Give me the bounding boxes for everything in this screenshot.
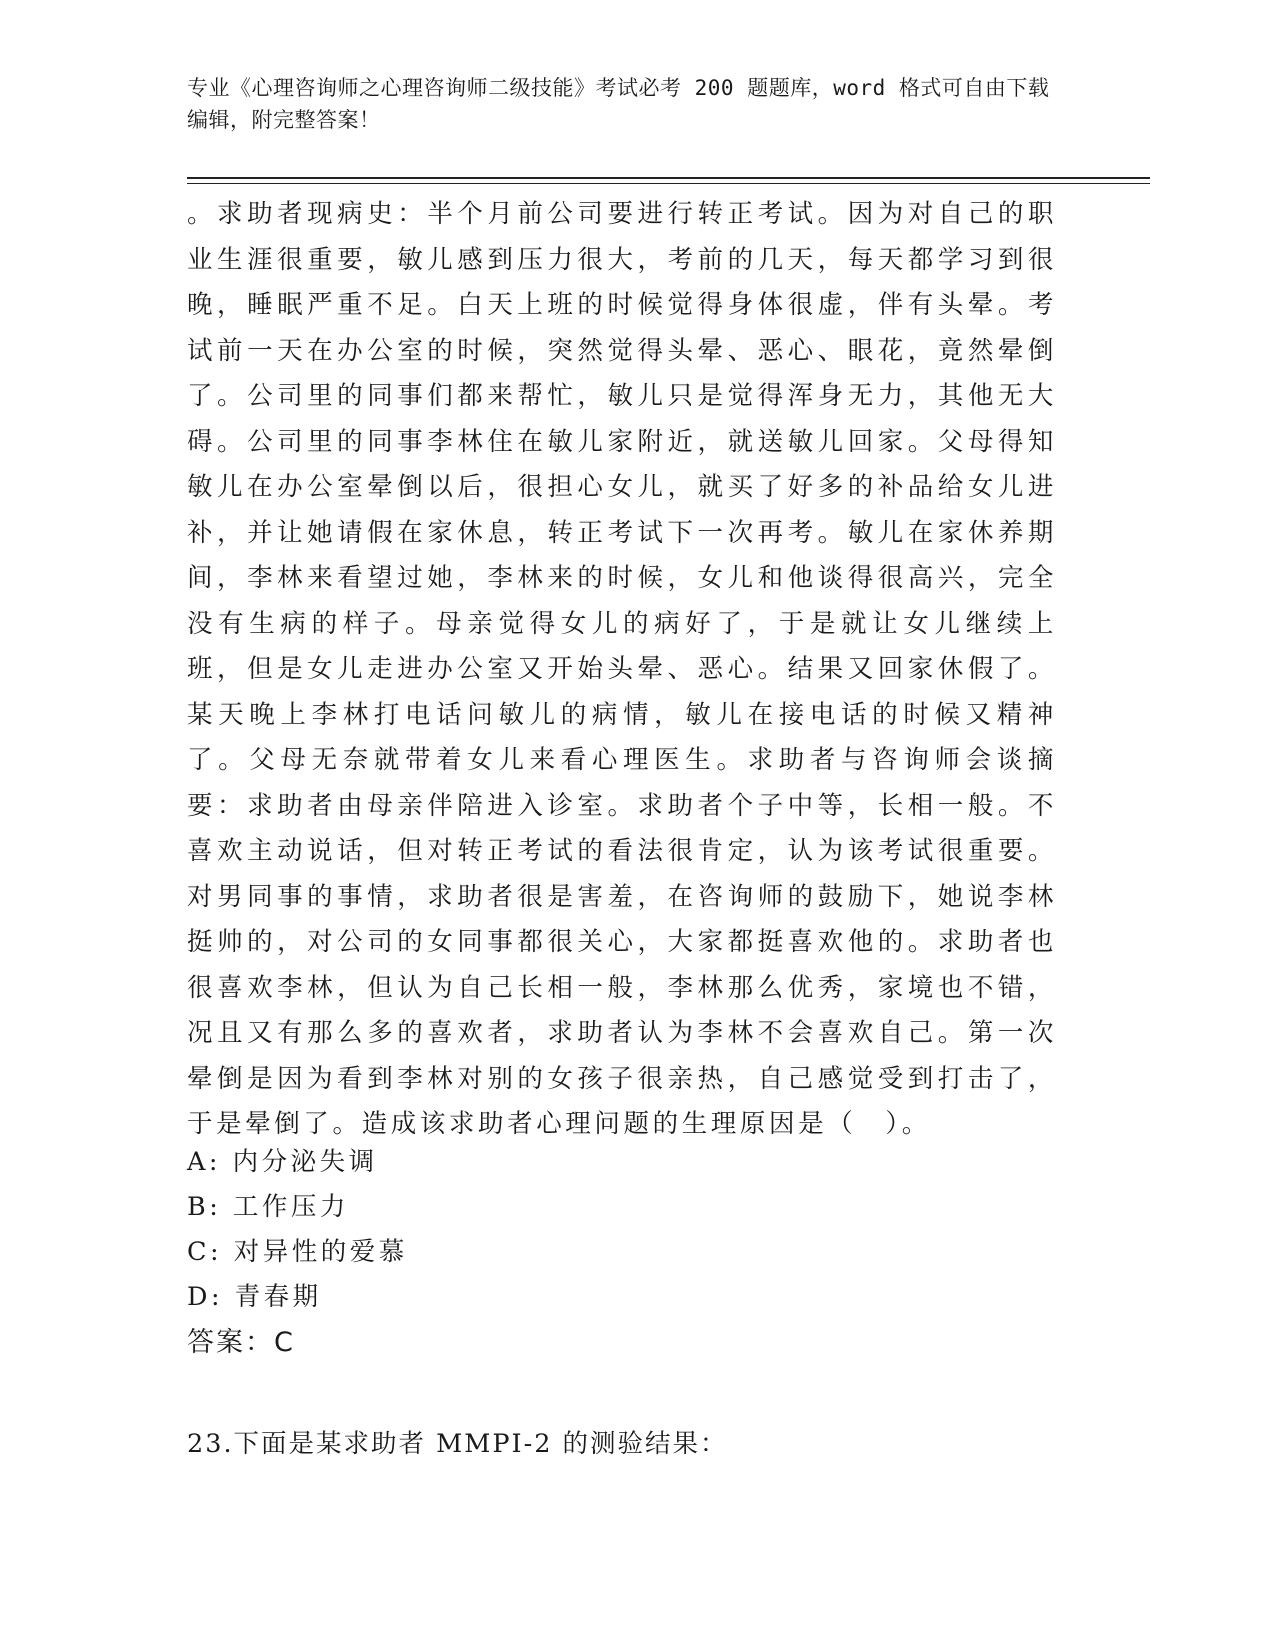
next-question-heading: 23.下面是某求助者 MMPI-2 的测验结果：: [187, 1429, 728, 1459]
header-divider-thin: [187, 183, 1150, 184]
option-a: A: 内分泌失调: [187, 1147, 378, 1177]
option-b: B: 工作压力: [187, 1192, 349, 1222]
option-d: D: 青春期: [187, 1282, 322, 1312]
document-header: 专业《心理咨询师之心理咨询师二级技能》考试必考 200 题题库，word 格式可自由下载编辑，附完整答案！: [187, 76, 1050, 132]
answer-options: [187, 1140, 408, 1320]
answer-key: 答案：C: [187, 1327, 295, 1358]
question-stem: 。求助者现病史：半个月前公司要进行转正考试。因为对自己的职业生涯很重要，敏儿感到压力很大，考前的几天，每天都学习到很晚，睡眠严重不足。白天上班的时候觉得身体很虚，伴有头晕。考试前一天在办公室的时候，突然觉得头晕、恶心、眼花，竟然晕倒了。公司里的同事们都来帮忙，敏儿只是觉得浑身无力，其他无大碍。公司里的同事李林住在敏儿家附近，就送敏儿回家。父母得知敏儿在办公室晕倒以后，很担心女儿，就买了好多的补品给女儿进补，并让她请假在家休息，转正考试下一次再考。敏儿在家休养期间，李林来看望过她，李林来的时候，女儿和他谈得很高兴，完全没有生病的样子。母亲觉得女儿的病好了，于是就让女儿继续上班，但是女儿走进办公室又开始头晕、恶心。结果又回家休假了。某天晚上李林打电话问敏儿的病情，敏儿在接电话的时候又精神了。父母无奈就带着女儿来看心理医生。求助者与咨询师会谈摘要：求助者由母亲伴陪进入诊室。求助者个子中等，长相一般。不喜欢主动说话，但对转正考试的看法很肯定，认为该考试很重要。对男同事的事情，求助者很是害羞，在咨询师的鼓励下，她说李林挺帅的，对公司的女同事都很关心，大家都挺喜欢他的。求助者也很喜欢李林，但认为自己长相一般，李林那么优秀，家境也不错，况且又有那么多的喜欢者，求助者认为李林不会喜欢自己。第一次晕倒是因为看到李林对别的女孩子很亲热，自己感觉受到打击了，于是晕倒了。造成该求助者心理问题的生理原因是（ ）。: [187, 199, 1057, 1139]
header-divider-thick: [187, 177, 1150, 179]
option-c: C: 对异性的爱慕: [187, 1237, 408, 1267]
